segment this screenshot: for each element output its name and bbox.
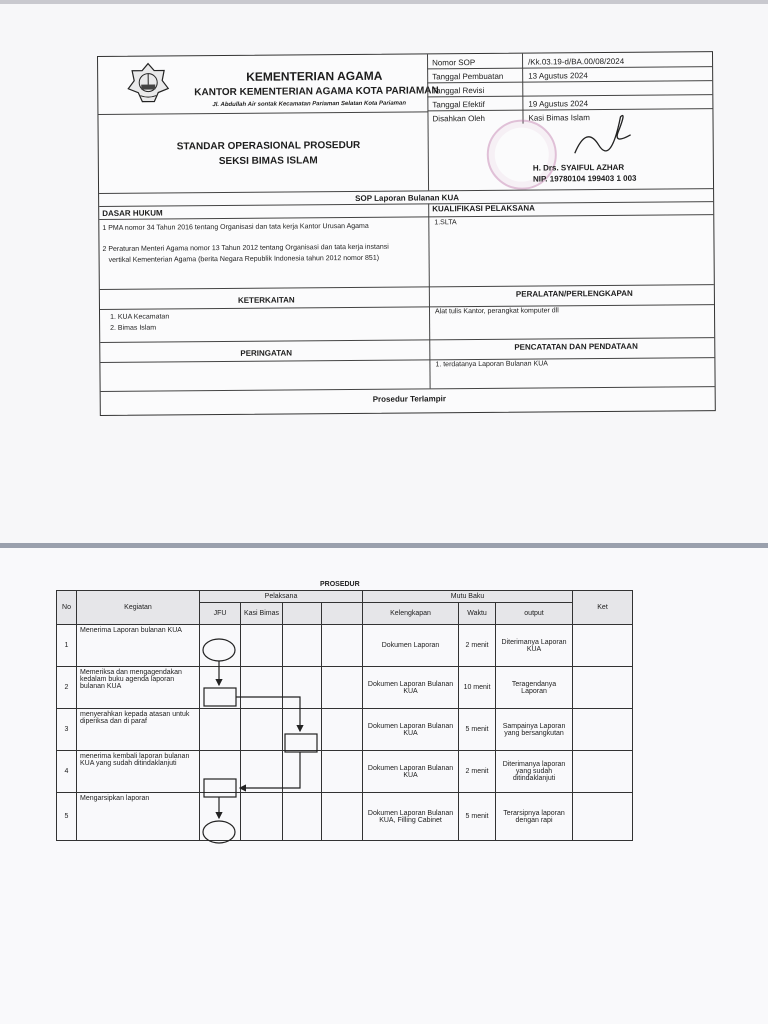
row-kelengkapan: Dokumen Laporan Bulanan KUA xyxy=(363,751,459,793)
table-row xyxy=(57,709,633,751)
row-output: Diterimanya laporan yang sudah ditindaklanjuti xyxy=(496,751,573,793)
row-kelengkapan: Dokumen Laporan Bulanan KUA xyxy=(363,667,459,709)
doc-title-line1: STANDAR OPERASIONAL PROSEDUR xyxy=(176,139,361,153)
row-output: Sampainya Laporan yang bersangkutan xyxy=(496,709,573,751)
col-jfu: JFU xyxy=(200,603,241,625)
row-output: Terarsipnya laporan dengan rapi xyxy=(496,793,573,841)
meta-label-disahkan: Disahkan Oleh xyxy=(432,113,486,124)
row-no: 1 xyxy=(57,625,77,667)
row-no: 5 xyxy=(57,793,77,841)
meta-label-nomor: Nomor SOP xyxy=(432,58,476,68)
signer-name: H. Drs. SYAIFUL AZHAR xyxy=(532,162,625,173)
row-kelengkapan: Dokumen Laporan xyxy=(363,625,459,667)
keterkaitan-item-2: 2. Bimas Islam xyxy=(110,324,157,332)
office-address: Jl. Abdullah Air sontak Kecamatan Pariaman Selatan Kota Pariaman xyxy=(212,100,407,109)
row-waktu: 5 menit xyxy=(459,793,496,841)
dasar-hukum-item-2a: 2 Peraturan Menteri Agama nomor 13 Tahun 2012 tentang Organisasi dan tata kerja instansi xyxy=(102,243,389,253)
signer-nip: NIP. 19780104 199403 1 003 xyxy=(532,173,637,184)
row-waktu: 2 menit xyxy=(459,625,496,667)
row-kegiatan: Menerima Laporan bulanan KUA xyxy=(77,625,200,667)
meta-value-efektif: 19 Agustus 2024 xyxy=(528,99,589,109)
col-blank-2 xyxy=(322,603,363,625)
prosedur-terlampir: Prosedur Terlampir xyxy=(372,394,446,404)
dasar-hukum-heading: DASAR HUKUM xyxy=(102,208,163,218)
row-kegiatan: Memeriksa dan mengagendakan kedalam buku agenda laporan bulanan KUA xyxy=(77,667,200,709)
office-name: KANTOR KEMENTERIAN AGAMA KOTA PARIAMAN xyxy=(194,85,439,99)
row-waktu: 5 menit xyxy=(459,709,496,751)
row-waktu: 10 menit xyxy=(459,667,496,709)
col-mutu-baku: Mutu Baku xyxy=(363,591,573,603)
col-kelengkapan: Kelengkapan xyxy=(363,603,459,625)
pencatatan-heading: PENCATATAN DAN PENDATAAN xyxy=(514,341,638,352)
peralatan-text: Alat tulis Kantor, perangkat komputer dll xyxy=(434,307,559,316)
meta-value-nomor: /Kk.03.19-d/BA.00/08/2024 xyxy=(528,56,625,67)
row-kelengkapan: Dokumen Laporan Bulanan KUA xyxy=(363,709,459,751)
signature-icon xyxy=(568,105,638,166)
procedure-title: PROSEDUR xyxy=(320,581,360,588)
meta-label-revisi: Tanggal Revisi xyxy=(432,85,485,96)
row-no: 4 xyxy=(57,751,77,793)
ministry-name: KEMENTERIAN AGAMA xyxy=(246,68,383,84)
col-kegiatan: Kegiatan xyxy=(77,591,200,625)
meta-value-pembuatan: 13 Agustus 2024 xyxy=(528,71,588,81)
meta-value-disahkan: Kasi Bimas Islam xyxy=(528,113,590,123)
sop-name: SOP Laporan Bulanan KUA xyxy=(355,193,460,203)
row-output: Diterimanya Laporan KUA xyxy=(496,625,573,667)
col-output: output xyxy=(496,603,573,625)
row-no: 3 xyxy=(57,709,77,751)
sop-header-table xyxy=(97,51,716,416)
pencatatan-item-1: 1. terdatanya Laporan Bulanan KUA xyxy=(435,360,548,369)
procedure-page xyxy=(0,548,768,1024)
dasar-hukum-item-2b: vertikal Kementerian Agama (berita Negara Republik Indonesia tahun 2012 nomor 851) xyxy=(108,254,380,264)
col-ket: Ket xyxy=(573,591,633,625)
peralatan-heading: PERALATAN/PERLENGKAPAN xyxy=(515,288,633,299)
row-no: 2 xyxy=(57,667,77,709)
kualifikasi-heading: KUALIFIKASI PELAKSANA xyxy=(432,203,535,214)
row-kelengkapan: Dokumen Laporan Bulanan KUA, Filling Cabinet xyxy=(363,793,459,841)
procedure-table xyxy=(56,590,633,841)
meta-label-efektif: Tanggal Efektif xyxy=(432,99,485,110)
keterkaitan-item-1: 1. KUA Kecamatan xyxy=(110,313,170,321)
table-row xyxy=(57,625,633,667)
kualifikasi-item-1: 1.SLTA xyxy=(434,219,457,227)
table-row xyxy=(57,751,633,793)
row-waktu: 2 menit xyxy=(459,751,496,793)
table-row xyxy=(57,667,633,709)
row-kegiatan: menerima kembali laporan bulanan KUA yang sudah ditindaklanjuti xyxy=(77,751,200,793)
peringatan-heading: PERINGATAN xyxy=(240,348,293,358)
col-blank-1 xyxy=(283,603,322,625)
meta-label-pembuatan: Tanggal Pembuatan xyxy=(432,71,504,82)
row-kegiatan: Mengarsipkan laporan xyxy=(77,793,200,841)
col-no: No xyxy=(57,591,77,625)
col-pelaksana: Pelaksana xyxy=(200,591,363,603)
row-output: Teragendanya Laporan xyxy=(496,667,573,709)
table-row xyxy=(57,793,633,841)
col-waktu: Waktu xyxy=(459,603,496,625)
doc-title-line2: SEKSI BIMAS ISLAM xyxy=(218,155,318,168)
col-kasi-bimas: Kasi Bimas xyxy=(241,603,283,625)
dasar-hukum-item-1: 1 PMA nomor 34 Tahun 2016 tentang Organisasi dan tata kerja Kantor Urusan Agama xyxy=(102,222,369,232)
keterkaitan-heading: KETERKAITAN xyxy=(237,295,295,305)
ministry-logo-icon xyxy=(126,62,170,102)
row-kegiatan: menyerahkan kepada atasan untuk diperiksa dan di paraf xyxy=(77,709,200,751)
